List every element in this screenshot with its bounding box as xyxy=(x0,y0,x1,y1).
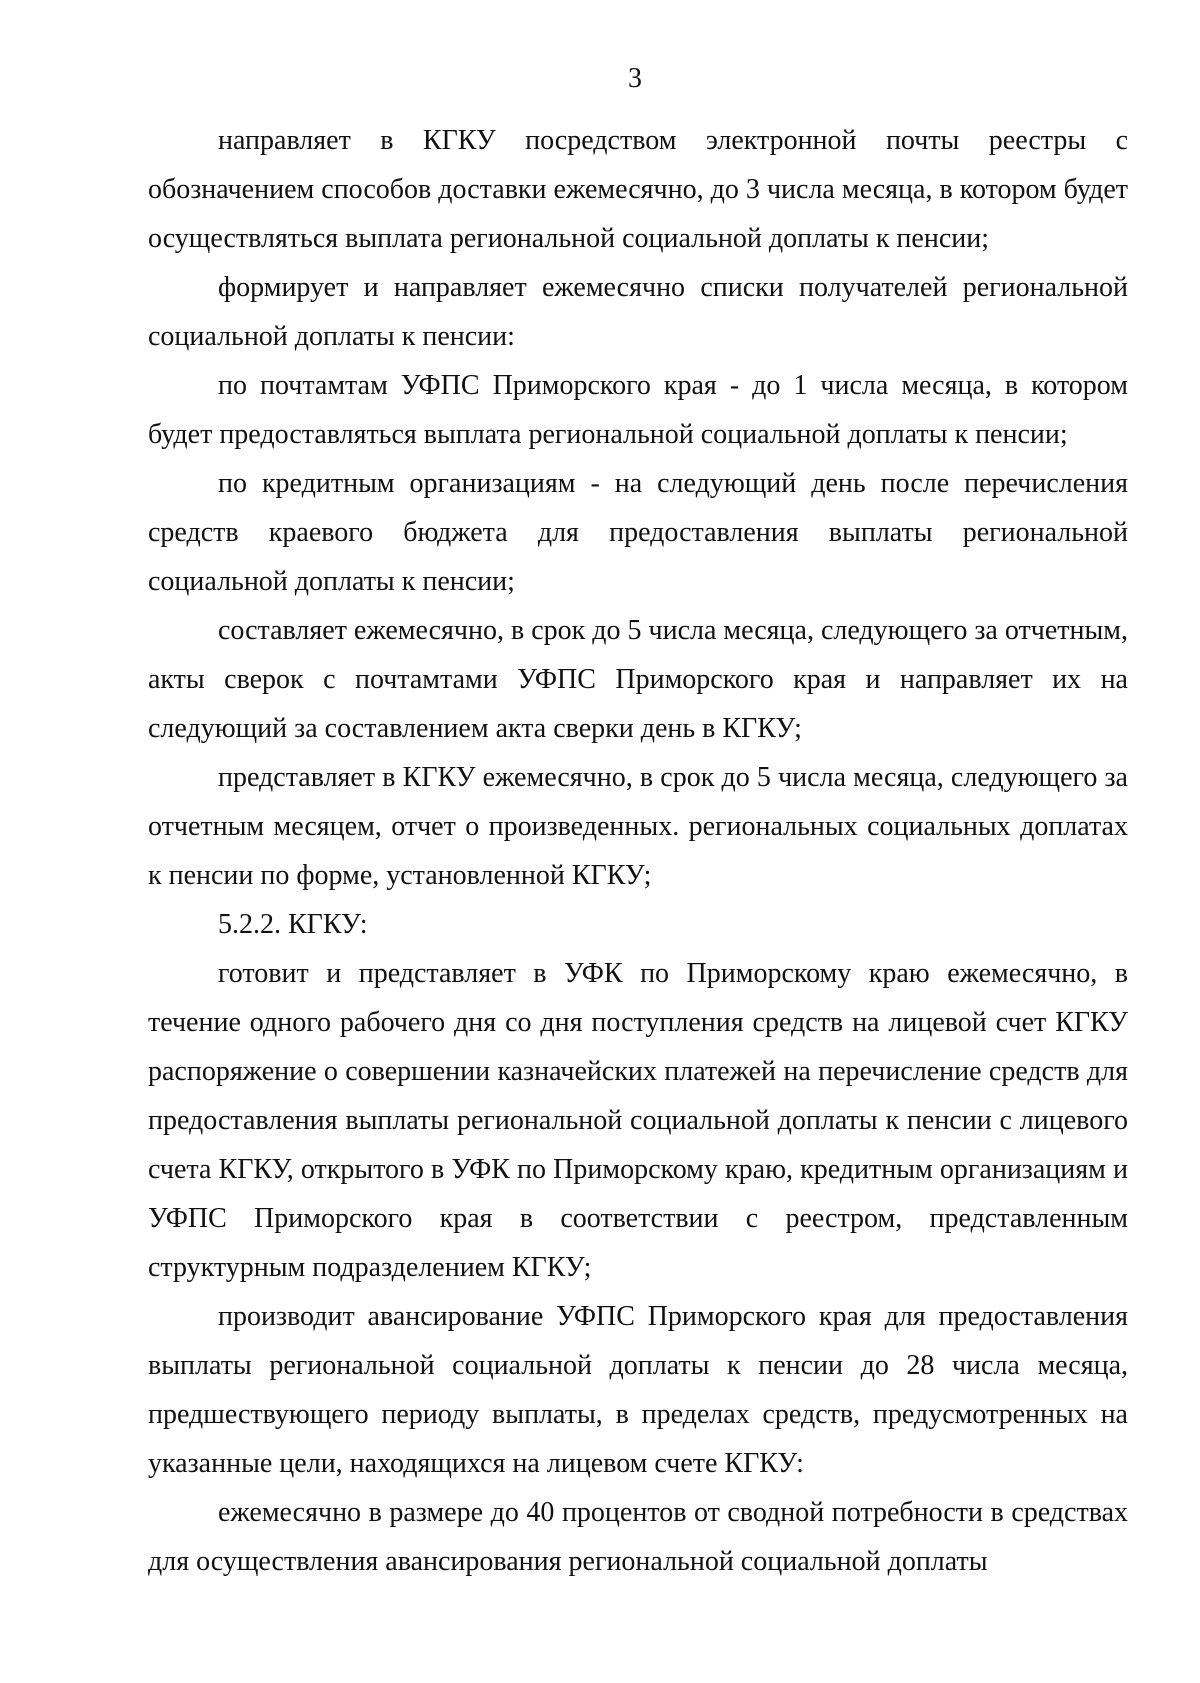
paragraph-advance-payment: производит авансирование УФПС Приморского края для предоставления выплаты региональной социальной доплаты к пенсии до 28 числа месяца, предшествующего периоду выплаты, в пределах средств, предусмотренных на указанные цели, находящихся на лицевом счете КГКУ: xyxy=(148,1301,1128,1479)
paragraph-payment-order: готовит и представляет в УФК по Приморскому краю ежемесячно, в течение одного рабочего дня со дня поступления средств на лицевой счет КГКУ распоряжение о совершении казначейских платежей на перечисление средств для предоставления выплаты региональной социальной доплаты к пенсии с лицевого счета КГКУ, открытого в УФК по Приморскому краю, кредитным организациям и УФПС Приморского края в соответствии с реестром, представленным структурным подразделением КГКУ; xyxy=(148,958,1128,1283)
paragraph-reconciliation-acts: составляет ежемесячно, в срок до 5 числа месяца, следующего за отчетным, акты сверок с почтамтами УФПС Приморского края и направляет их на следующий за составлением акта сверки день в КГКУ; xyxy=(148,615,1128,744)
paragraph-credit-organizations: по кредитным организациям - на следующий день после перечисления средств краевого бюджета для предоставления выплаты региональной социальной доплаты к пенсии; xyxy=(148,468,1128,597)
paragraph-monthly-report: представляет в КГКУ ежемесячно, в срок до 5 числа месяца, следующего за отчетным месяцем, отчет о произведенных. региональных социальных доплатах к пенсии по форме, установленной КГКУ; xyxy=(148,762,1128,891)
paragraph-recipient-lists: формирует и направляет ежемесячно списки получателей региональной социальной доплаты к пенсии: xyxy=(148,272,1128,352)
paragraph-registry-sending: направляет в КГКУ посредством электронной почты реестры с обозначением способов доставки ежемесячно, до 3 числа месяца, в котором будет осуществляться выплата региональной социальной доплаты к пенсии; xyxy=(148,125,1128,254)
section-heading-5-2-2: 5.2.2. КГКУ: xyxy=(218,909,368,940)
paragraph-monthly-advance: ежемесячно в размере до 40 процентов от сводной потребности в средствах для осуществления авансирования региональной социальной доплаты xyxy=(148,1497,1128,1577)
paragraph-post-offices: по почтамтам УФПС Приморского края - до 1 числа месяца, в котором будет предоставляться выплата региональной социальной доплаты к пенсии; xyxy=(148,370,1128,450)
document-body xyxy=(148,116,1128,1586)
page-number: 3 xyxy=(628,63,642,94)
